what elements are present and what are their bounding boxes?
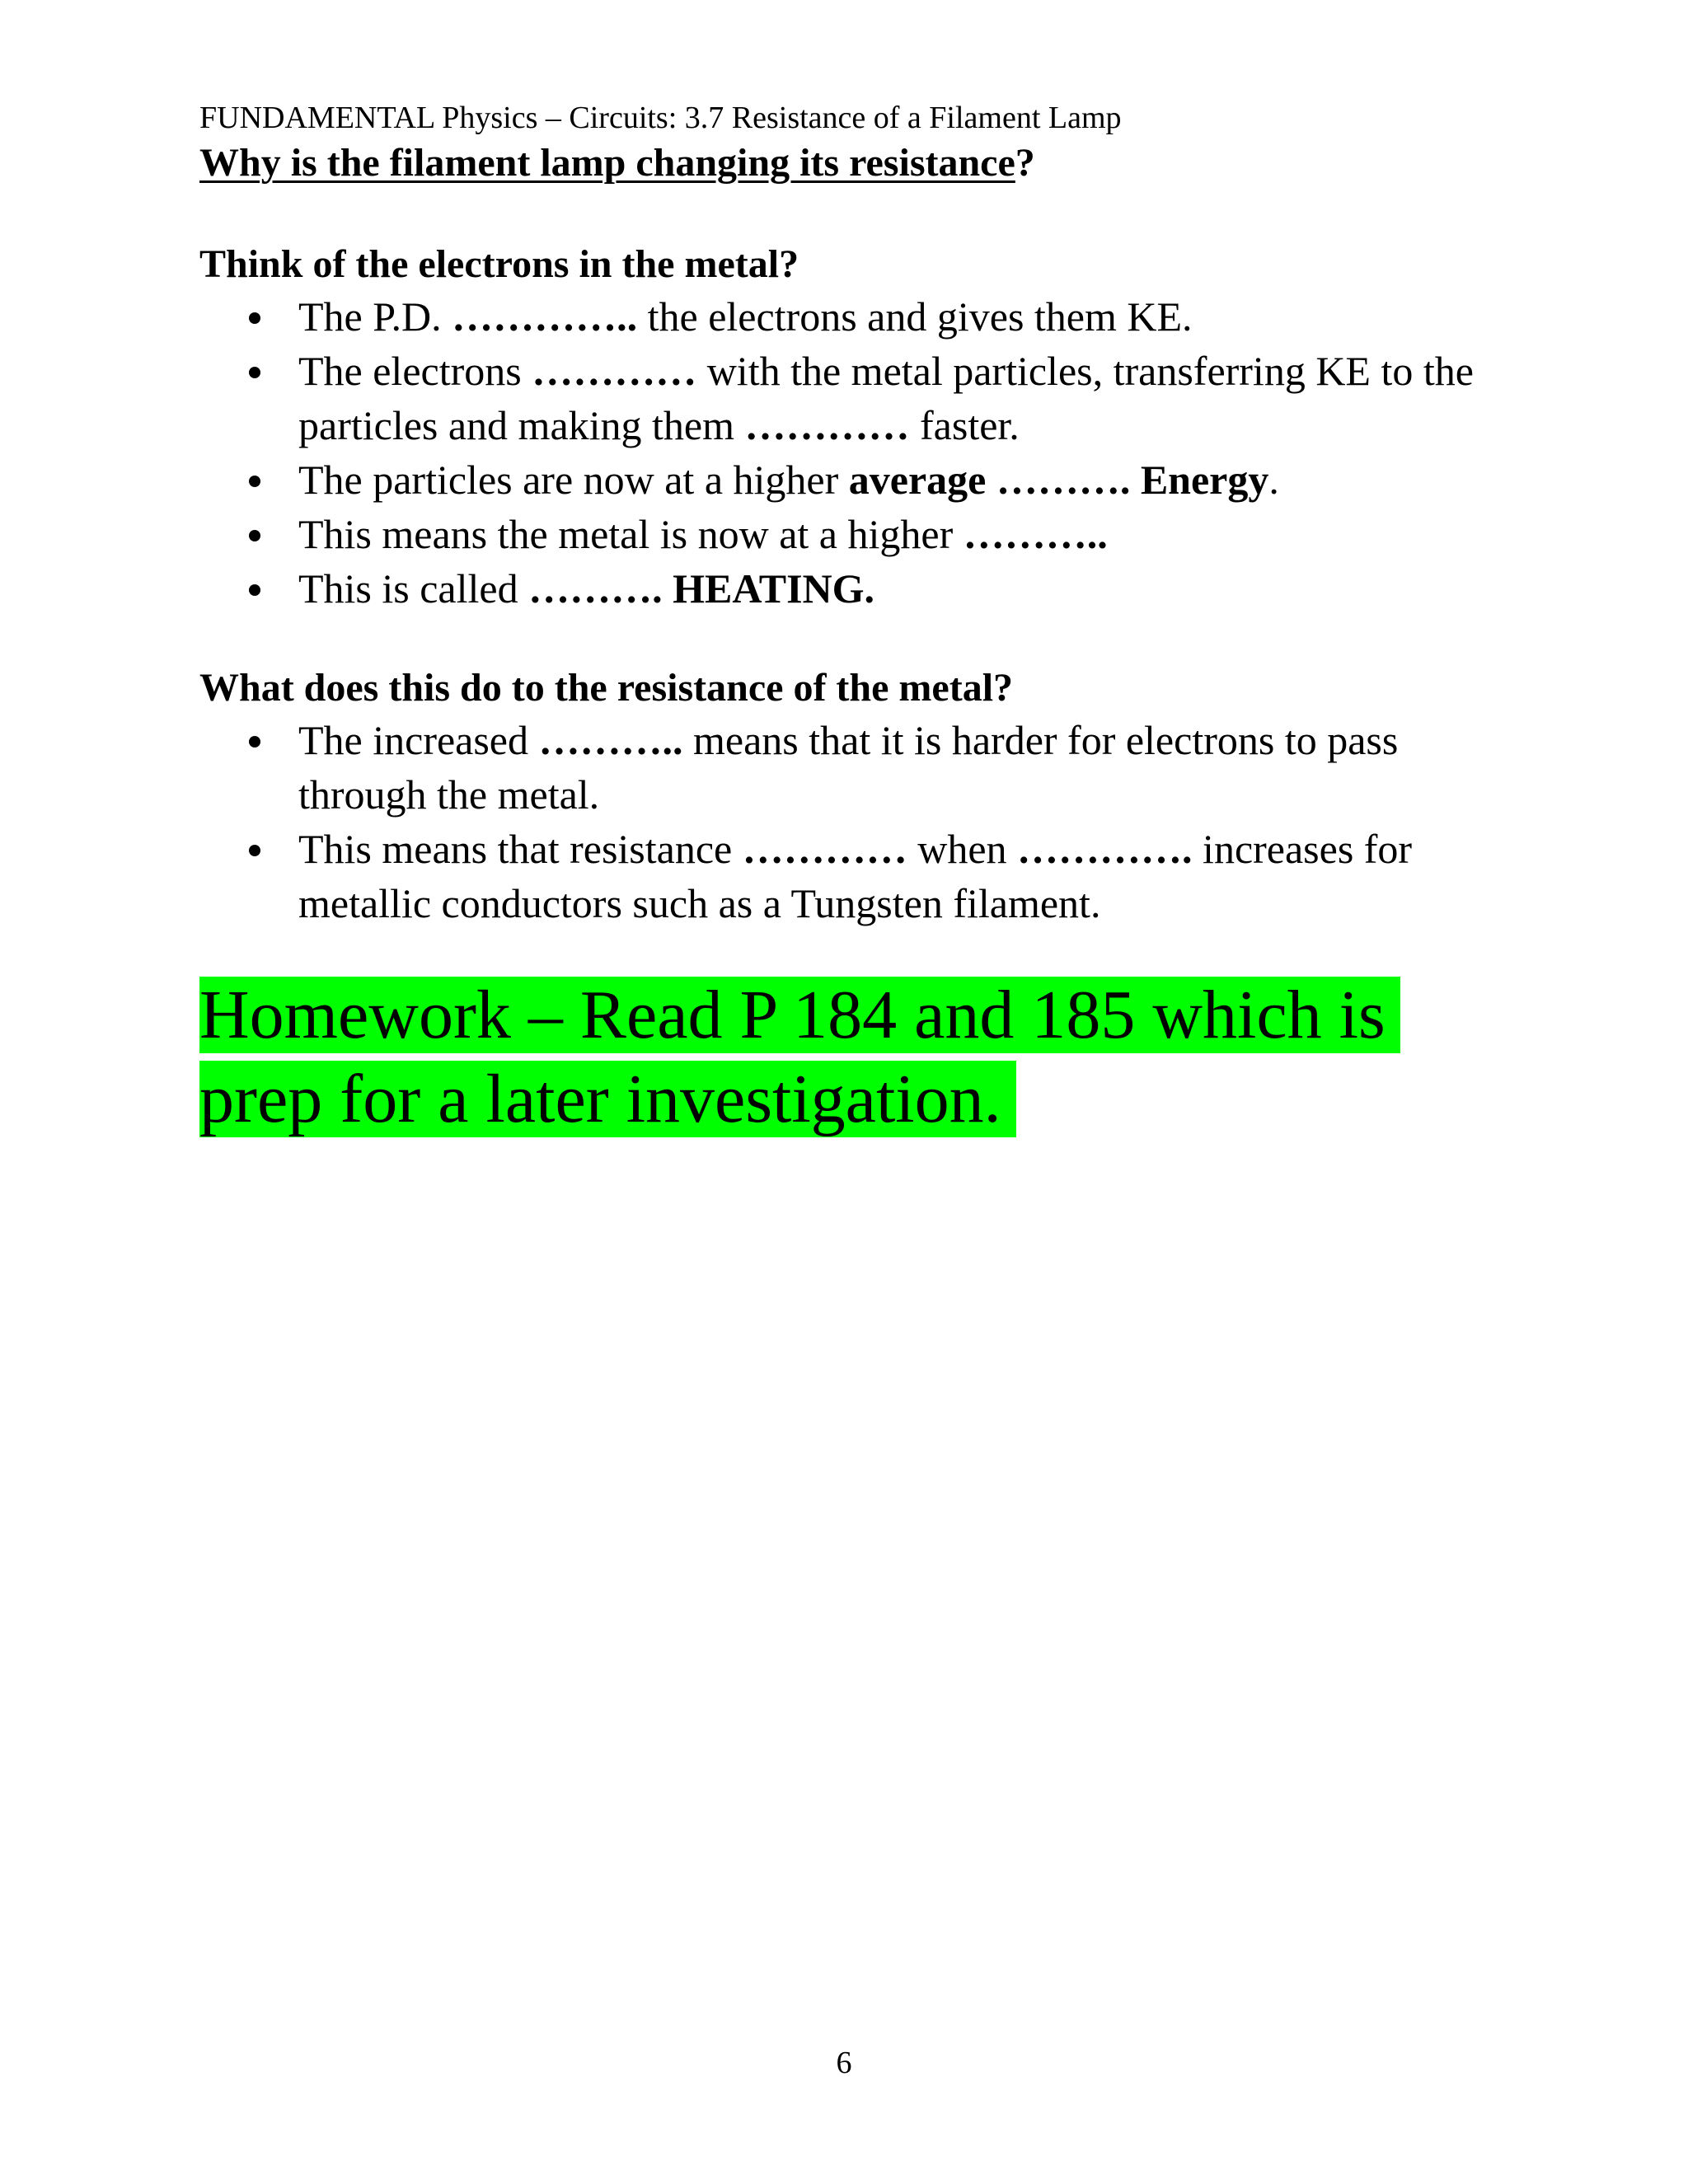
- main-title-underlined: Why is the filament lamp changing its resistance: [199, 141, 1015, 185]
- homework-highlight: Homework – Read P 184 and 185 which is prep for a later investigation.: [199, 977, 1400, 1137]
- page-content: [199, 97, 1502, 1211]
- bullet-item: [199, 344, 1502, 452]
- homework-note: [199, 973, 1502, 1141]
- main-title: [199, 138, 1502, 188]
- bullet-text: when: [907, 826, 1018, 872]
- page-number: 6: [836, 2046, 852, 2080]
- bullet-dot-icon: [249, 584, 260, 596]
- bullet-dot-icon: [249, 367, 260, 378]
- bullet-item: [199, 561, 1502, 616]
- bullet-text: the electrons and gives them KE.: [637, 293, 1193, 340]
- section2-bullet-list: [199, 713, 1502, 930]
- blank-dots: ………….: [1017, 826, 1193, 872]
- bullet-item: [199, 289, 1502, 344]
- bullet-item: [199, 452, 1502, 507]
- blank-dots: …………: [742, 826, 907, 872]
- bullet-text: The P.D.: [298, 293, 452, 340]
- bullet-text: This means the metal is now at a higher: [298, 511, 964, 557]
- bullet-dot-icon: [249, 736, 260, 748]
- bullet-item: [199, 507, 1502, 561]
- section1-bullet-list: [199, 289, 1502, 616]
- main-title-question-mark: ?: [1015, 141, 1035, 185]
- bullet-text: means that it is harder for electrons to pass through the metal.: [298, 717, 1399, 818]
- bullet-text: The electrons: [298, 348, 532, 394]
- bullet-item: [199, 822, 1502, 930]
- bullet-text: This is called: [298, 565, 529, 612]
- page-header: FUNDAMENTAL Physics – Circuits: 3.7 Resistance of a Filament Lamp: [199, 101, 1122, 135]
- section1-heading: Think of the electrons in the metal?: [199, 242, 799, 286]
- bold-text: Energy: [1140, 457, 1269, 503]
- blank-dots: ………..: [963, 511, 1108, 557]
- bullet-text: This means that resistance: [298, 826, 743, 872]
- bold-text: ………. HEATING.: [528, 565, 875, 612]
- bullet-text: increases for metallic conductors such as a Tungsten filament.: [298, 826, 1413, 926]
- blank-dots: …………..: [452, 293, 638, 340]
- section2-heading: What does this do to the resistance of the metal?: [199, 666, 1014, 710]
- blank-dots: …………: [744, 402, 910, 448]
- bullet-dot-icon: [249, 845, 260, 856]
- bullet-text: faster.: [909, 402, 1020, 448]
- bold-text: average ……….: [848, 457, 1131, 503]
- bullet-text: [1130, 457, 1141, 503]
- bullet-text: with the metal particles, transferring KE to the particles and making them: [298, 348, 1474, 448]
- bullet-text: The increased: [298, 717, 539, 763]
- bullet-dot-icon: [249, 312, 260, 324]
- bullet-text: The particles are now at a higher: [298, 457, 849, 503]
- bullet-text: .: [1268, 457, 1279, 503]
- bullet-dot-icon: [249, 530, 260, 541]
- bullet-dot-icon: [249, 476, 260, 487]
- blank-dots: ………..: [538, 717, 683, 763]
- blank-dots: …………: [532, 348, 697, 394]
- bullet-item: [199, 713, 1502, 822]
